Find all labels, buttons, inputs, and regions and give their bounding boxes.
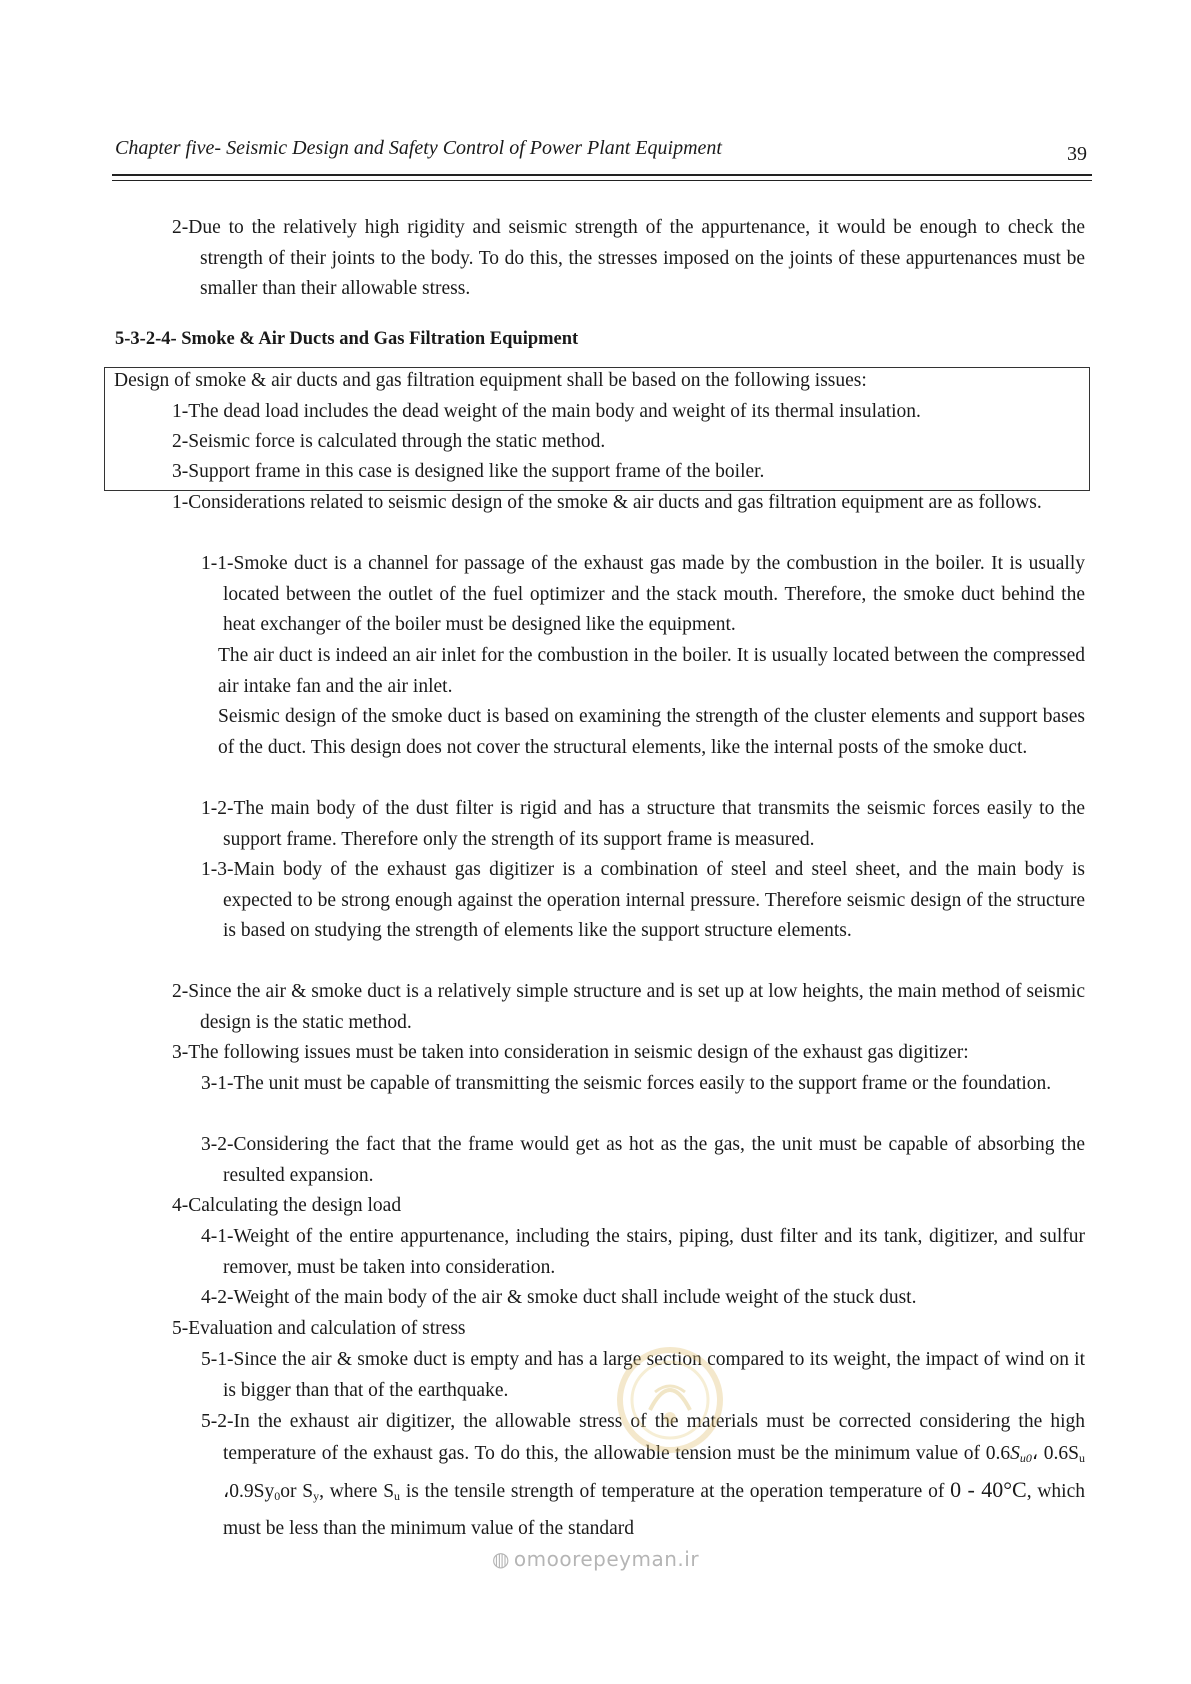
- box-intro: Design of smoke & air ducts and gas filtration equipment shall be based on the following issues:: [114, 370, 867, 391]
- list-item: 5-Evaluation and calculation of stress: [172, 1318, 466, 1339]
- page-number: 39: [1067, 143, 1087, 165]
- list-item: 1-Considerations related to seismic design of the smoke & air ducts and gas filtration equipment are as follows.: [172, 492, 1042, 513]
- list-item: 1-1-Smoke duct is a channel for passage of the exhaust gas made by the combustion in the boiler. It is usually located between the outlet of the fuel optimizer and the stack mouth. Therefore, the smoke duct behind the heat exchanger of the boiler must be designed like the equipment.: [201, 553, 1085, 636]
- chapter-title: Chapter five- Seismic Design and Safety Control of Power Plant Equipment: [115, 137, 722, 159]
- box-item: 2-Seismic force is calculated through the static method.: [172, 431, 606, 452]
- list-item: 4-2-Weight of the main body of the air & smoke duct shall include weight of the stuck dust.: [201, 1287, 917, 1308]
- list-item: 3-2-Considering the fact that the frame would get as hot as the gas, the unit must be capable of absorbing the resulted expansion.: [201, 1134, 1085, 1186]
- section-heading: 5-3-2-4- Smoke & Air Ducts and Gas Filtration Equipment: [115, 329, 579, 349]
- list-item: 5-1-Since the air & smoke duct is empty and has a large section compared to its weight, the impact of wind on it is bigger than that of the earthquake.: [201, 1349, 1085, 1401]
- list-item: 3-The following issues must be taken into consideration in seismic design of the exhaust gas digitizer:: [172, 1042, 969, 1063]
- list-item: 4-1-Weight of the entire appurtenance, including the stairs, piping, dust filter and its tank, digitizer, and sulfur remover, must be taken into consideration.: [201, 1226, 1085, 1278]
- header-rule-thin: [112, 180, 1092, 181]
- watermark-site: ◍ omoorepeyman.ir: [491, 1547, 700, 1571]
- list-item: 5-2-In the exhaust air digitizer, the allowable stress of the materials must be corrected considering the high temperature of the exhaust gas. To do this, the allowable tension must be the minimum value of $0.6S_{u0}،$ $0.6S_u$ $،0.9Sy_0or$ $S_y$, where $S_u$ is the tensile strength of temperature at the operation temperature of 0 - 40°C, which must be less than the minimum value of the standard: [201, 1411, 1086, 1539]
- list-item: 1-2-The main body of the dust filter is rigid and has a structure that transmits the seismic forces easily to the support frame. Therefore only the strength of its support frame is measured.: [201, 798, 1085, 850]
- paragraph: [172, 213, 1085, 305]
- list-item: Seismic design of the smoke duct is based on examining the strength of the cluster elements and support bases of the duct. This design does not cover the structural elements, like the internal posts of the smoke duct.: [218, 706, 1085, 758]
- box-item: 1-The dead load includes the dead weight of the main body and weight of its thermal insulation.: [172, 401, 921, 422]
- list-item: 1-3-Main body of the exhaust gas digitizer is a combination of steel and steel sheet, and the main body is expected to be strong enough against the operation internal pressure. Therefore seismic design of the structure is based on studying the strength of elements like the support structure elements.: [201, 859, 1085, 942]
- emblem-logo-icon: [610, 1340, 730, 1460]
- list-item: 3-1-The unit must be capable of transmitting the seismic forces easily to the support frame or the foundation.: [201, 1073, 1052, 1094]
- header-rule-thick: [112, 174, 1092, 176]
- list-item: The air duct is indeed an air inlet for the combustion in the boiler. It is usually located between the compressed air intake fan and the air inlet.: [218, 645, 1085, 697]
- running-header: [115, 133, 1090, 173]
- paragraph-text: 2-Due to the relatively high rigidity and seismic strength of the appurtenance, it would be enough to check the strength of their joints to the body. To do this, the stresses imposed on the joints of these appurtenances must be smaller than their allowable stress.: [172, 217, 1085, 300]
- list-item: 2-Since the air & smoke duct is a relatively simple structure and is set up at low heights, the main method of seismic design is the static method.: [172, 981, 1085, 1033]
- globe-icon: ◍: [491, 1547, 510, 1571]
- box-item: 3-Support frame in this case is designed like the support frame of the boiler.: [172, 461, 765, 482]
- list-item: 4-Calculating the design load: [172, 1195, 402, 1216]
